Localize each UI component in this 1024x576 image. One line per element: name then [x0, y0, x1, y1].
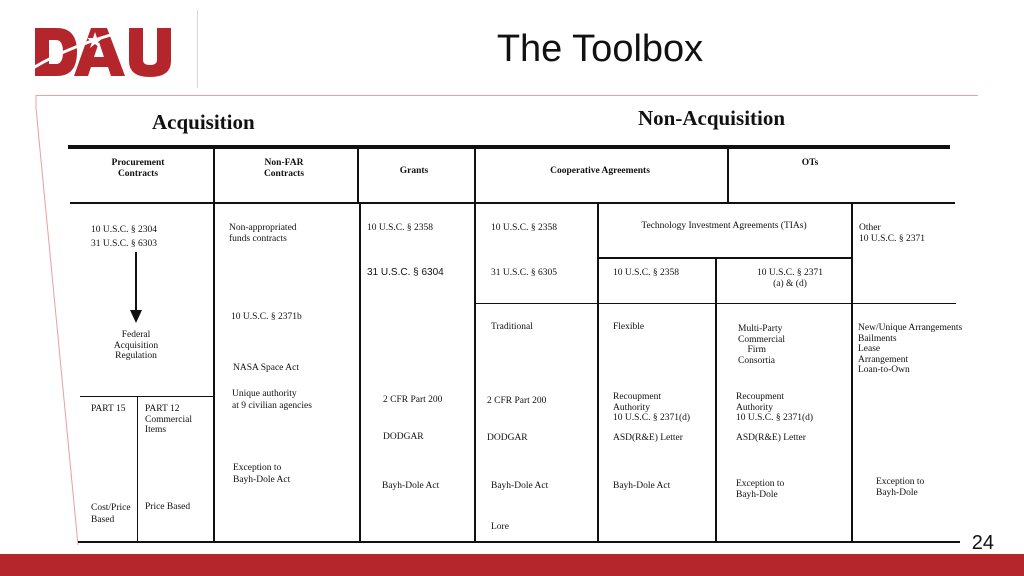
col-nonfar: Non-FAR Contracts: [263, 158, 305, 179]
page-number: 24: [971, 532, 994, 554]
tia-a1: 10 U.S.C. § 2358: [613, 268, 679, 278]
other-1: Other 10 U.S.C. § 2371: [859, 223, 925, 244]
grants-3: 2 CFR Part 200: [383, 395, 443, 405]
slide-title: The Toolbox: [496, 28, 704, 70]
down-arrow-icon: [128, 252, 144, 324]
other-3: Exception to Bayh-Dole: [876, 477, 925, 498]
tia-b3: Recoupment Authority 10 U.S.C. § 2371(d): [736, 392, 814, 423]
coop-4: 2 CFR Part 200: [487, 396, 547, 406]
col-grants: Grants: [399, 166, 429, 176]
tia-b4: ASD(R&E) Letter: [736, 433, 806, 443]
tia-b5: Exception to Bayh-Dole: [736, 479, 785, 500]
coop-1: 10 U.S.C. § 2358: [491, 223, 557, 233]
coop-7: Lore: [491, 522, 509, 532]
nonfar-4: Unique authority at 9 civilian agencies: [232, 389, 312, 411]
tia-header: Technology Investment Agreements (TIAs): [641, 221, 807, 231]
part15: PART 15: [91, 404, 126, 414]
other-2: New/Unique Arrangements Bailments Lease Arrangement Loan-to-Own: [858, 323, 963, 375]
tia-a4: ASD(R&E) Letter: [613, 433, 683, 443]
grants-5: Bayh-Dole Act: [382, 481, 440, 491]
part12: PART 12 Commercial Items: [145, 404, 192, 435]
coop-2: 31 U.S.C. § 6305: [491, 268, 557, 278]
grants-1: 10 U.S.C. § 2358: [367, 223, 433, 233]
grants-2: 31 U.S.C. § 6304: [367, 267, 444, 278]
price-based: Price Based: [145, 502, 191, 512]
footer-bar: [0, 554, 1024, 576]
nonfar-3: NASA Space Act: [233, 363, 299, 373]
tia-a3: Recoupment Authority 10 U.S.C. § 2371(d): [613, 392, 691, 423]
proc-usc: 10 U.S.C. § 2304 31 U.S.C. § 6303: [91, 225, 157, 249]
nonfar-5: Exception to Bayh-Dole Act: [233, 463, 291, 485]
non-acquisition-header: Non-Acquisition: [638, 106, 786, 130]
cost-price: Cost/Price Based: [91, 503, 131, 525]
nonfar-1: Non-appropriated funds contracts: [229, 223, 297, 244]
tia-b2: Multi-Party Commercial Firm Consortia: [738, 324, 785, 366]
nonfar-2: 10 U.S.C. § 2371b: [231, 312, 302, 322]
col-ots: OTs: [801, 158, 819, 168]
col-coop: Cooperative Agreements: [550, 166, 650, 176]
tia-a2: Flexible: [613, 322, 645, 332]
tia-a5: Bayh-Dole Act: [613, 481, 671, 491]
tia-b1: 10 U.S.C. § 2371 (a) & (d): [757, 268, 823, 289]
coop-3: Traditional: [491, 322, 533, 332]
acquisition-header: Acquisition: [152, 110, 255, 134]
grants-4: DODGAR: [383, 432, 424, 442]
coop-5: DODGAR: [487, 433, 528, 443]
coop-6: Bayh-Dole Act: [491, 481, 549, 491]
col-procurement: Procurement Contracts: [111, 158, 165, 179]
far-label: Federal Acquisition Regulation: [113, 330, 159, 361]
